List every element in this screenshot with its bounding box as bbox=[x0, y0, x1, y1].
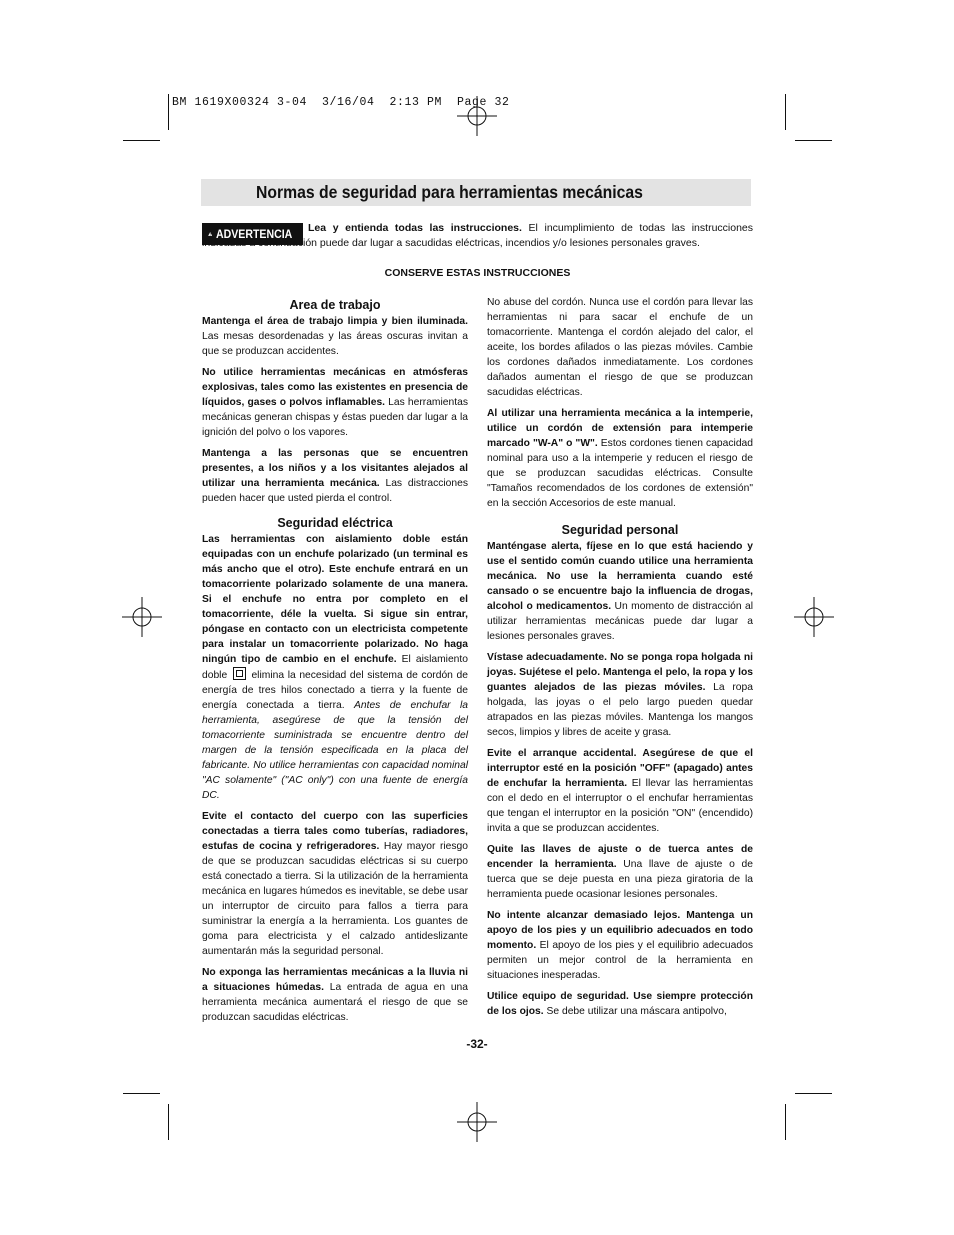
body-text: Se debe utilizar una máscara antipolvo, bbox=[543, 1006, 727, 1017]
body-text: Las distracciones pueden hacer que usted pierda el control. bbox=[202, 478, 468, 504]
right-column bbox=[487, 295, 753, 1025]
registration-mark-right-icon bbox=[794, 597, 834, 637]
crop-mark bbox=[123, 140, 160, 141]
body-text: El llevar las herramientas con el dedo en el interruptor o el enchufar herramientas que tengan el interruptor en la posición "ON" (encendido) invita a que se produzcan accidentes. bbox=[487, 778, 753, 834]
warning-badge-label: ADVERTENCIA bbox=[216, 227, 293, 241]
body-text: La ropa holgada, las joyas o el pelo largo pueden quedar atrapados en las piezas móviles. Mantenga los mangos secos, limpios y libres de aceite y grasa. bbox=[487, 682, 753, 738]
warning-body: El incumplimiento de todas las instrucciones indicadas a continuación puede dar lugar a sacudidas eléctricas, incendios y/o lesiones personales graves. bbox=[202, 222, 754, 249]
crop-mark bbox=[168, 94, 169, 130]
crop-mark bbox=[785, 94, 786, 130]
registration-mark-bottom-icon bbox=[457, 1102, 497, 1142]
page-title: Normas de seguridad para herramientas mecánicas bbox=[256, 182, 643, 202]
paragraph bbox=[487, 539, 753, 644]
body-text: Las mesas desordenadas y las áreas oscuras invitan a que se produzcan accidentes. bbox=[202, 331, 468, 357]
paragraph bbox=[487, 406, 753, 511]
body-text: elimina la necesidad del sistema de cordón de energía de tres hilos conectado a tierra y la fuente de energía conectada a tierra. bbox=[202, 670, 468, 711]
paragraph bbox=[487, 842, 753, 902]
paragraph bbox=[202, 532, 468, 803]
paragraph bbox=[202, 314, 468, 359]
print-slug: BM 1619X00324 3-04 3/16/04 2:13 PM Page 32 bbox=[172, 96, 510, 109]
body-text: Hay mayor riesgo de que se produzcan sacudidas eléctricas si su cuerpo está conectado a tierra. Si la utilización de la herramienta mecánica en lugares húmedos es inevitable, se debe usar un interruptor de circuito para fallos a tierra para suministrar la energía a la herramienta. Los guantes de goma para electricista y el calzado antideslizante aumentarán más la seguridad personal. bbox=[202, 841, 469, 957]
crop-mark bbox=[123, 1093, 160, 1094]
section-heading-electrical: Seguridad eléctrica bbox=[277, 516, 393, 530]
bold-text: Quite las llaves de ajuste o de tuerca antes de encender la herramienta. bbox=[487, 844, 753, 870]
bold-text: Evite el arranque accidental. Asegúrese de que el interruptor esté en la posición "OFF" (apagado) antes de enchufar la herramienta. bbox=[487, 748, 753, 789]
crop-mark bbox=[795, 140, 832, 141]
bold-text: Vístase adecuadamente. No se ponga ropa holgada ni joyas. Sujétese el pelo. Mantenga el pelo, la ropa y los guantes alejados de las piezas móviles. bbox=[487, 652, 753, 693]
registration-mark-left-icon bbox=[122, 597, 162, 637]
section-heading-personal: Seguridad personal bbox=[561, 523, 679, 537]
body-text: La entrada de agua en una herramienta mecánica aumentará el riesgo de que se produzcan sacudidas eléctricas. bbox=[202, 982, 468, 1023]
paragraph bbox=[487, 746, 753, 836]
page-number: -32- bbox=[466, 1037, 488, 1051]
paragraph bbox=[202, 365, 468, 440]
paragraph bbox=[487, 908, 753, 983]
crop-mark bbox=[795, 1093, 832, 1094]
paragraph bbox=[487, 295, 753, 400]
paragraph bbox=[202, 965, 468, 1025]
body-text: Una llave de ajuste o de tuerca que se deje puesta en una pieza giratoria de la herramienta puede ocasionar lesiones personales. bbox=[487, 859, 753, 900]
left-column bbox=[202, 296, 468, 1031]
body-text: Estos cordones tienen capacidad nominal para uso a la intemperie y reducen el riesgo de que se produzcan sacudidas eléctricas. Consulte "Tamaños recomendados de los cordones de extensión" en la sección Accesorios de este manual. bbox=[487, 438, 753, 509]
warning-text bbox=[202, 221, 753, 251]
crop-mark bbox=[785, 1104, 786, 1140]
conserve-heading: CONSERVE ESTAS INSTRUCCIONES bbox=[384, 267, 571, 279]
body-text: No abuse del cordón. Nunca use el cordón para llevar las herramientas ni para sacar el enchufe de un tomacorriente. Mantenga el cordón alejado del calor, el aceite, los bordes afilados o las piezas móviles. Cambie los cordones dañados inmediatamente. Los cordones dañados aumentan el riesgo de que se produzcan sacudidas eléctricas. bbox=[487, 297, 753, 398]
bold-text: No intente alcanzar demasiado lejos. Mantenga un apoyo de los pies y un equilibrio adecuados en todo momento. bbox=[487, 910, 753, 951]
bold-text: No utilice herramientas mecánicas en atmósferas explosivas, tales como las existentes en presencia de líquidos, gases o polvos inflamables. bbox=[202, 367, 468, 408]
warning-lead: Lea y entienda todas las instrucciones. bbox=[308, 222, 522, 234]
bold-text: Las herramientas con aislamiento doble están equipadas con un enchufe polarizado (un terminal es más ancho que el otro). Este enchufe entrará en un tomacorriente polarizado solamente de una manera. Si el enchufe no entra por completo en el tomacorriente, déle la vuelta. Si sigue sin entrar, póngase en contacto con un electricista competente para instalar un tomacorriente polarizado. No haga ningún tipo de cambio en el enchufe. bbox=[202, 534, 468, 665]
body-text: Un momento de distracción al utilizar herramientas mecánicas puede dar lugar a lesiones personales graves. bbox=[487, 601, 753, 642]
bold-text: Al utilizar una herramienta mecánica a la intemperie, utilice un cordón de extensión para intemperie marcado "W-A" o "W". bbox=[487, 408, 753, 449]
section-heading-work-area: Area de trabajo bbox=[289, 298, 381, 312]
bold-text: Utilice equipo de seguridad. Use siempre protección de los ojos. bbox=[487, 991, 753, 1017]
body-text: El aislamiento doble bbox=[202, 654, 468, 681]
italic-text: Antes de enchufar la herramienta, asegúrese de que la tensión del tomacorriente suministrada se encuentre dentro del margen de la tensión especificada en la placa del fabricante. No utilice herramientas con capacidad nominal "AC solamente" ("AC only") con una fuente de energía DC. bbox=[202, 700, 468, 801]
bold-text: Evite el contacto del cuerpo con las superficies conectadas a tierra tales como tuberías, radiadores, estufas de cocina y refrigeradores. bbox=[202, 811, 468, 852]
bold-text: Mantenga a las personas que se encuentren presentes, a los niños y a los visitantes alejados al utilizar una herramienta mecánica. bbox=[202, 448, 468, 489]
paragraph bbox=[487, 650, 753, 740]
body-text: El apoyo de los pies y el equilibrio adecuados permiten un mejor control de la herramienta en situaciones inesperadas. bbox=[487, 940, 753, 981]
body-text: Las herramientas mecánicas generan chispas y éstas pueden dar lugar a la ignición del polvo o los vapores. bbox=[202, 397, 468, 438]
bold-text: Mantenga el área de trabajo limpia y bien iluminada. bbox=[202, 316, 468, 327]
bold-text: No exponga las herramientas mecánicas a la lluvia ni a situaciones húmedas. bbox=[202, 967, 468, 993]
crop-mark bbox=[168, 1104, 169, 1140]
double-insulation-icon bbox=[233, 667, 246, 680]
paragraph bbox=[202, 809, 468, 959]
bold-text: Manténgase alerta, fíjese en lo que está haciendo y use el sentido común cuando utilice una herramienta mecánica. No use la herramienta cuando esté cansado o se encuentre bajo la influencia de drogas, alcohol o medicamentos. bbox=[487, 541, 753, 612]
paragraph bbox=[487, 989, 753, 1019]
paragraph bbox=[202, 446, 468, 506]
